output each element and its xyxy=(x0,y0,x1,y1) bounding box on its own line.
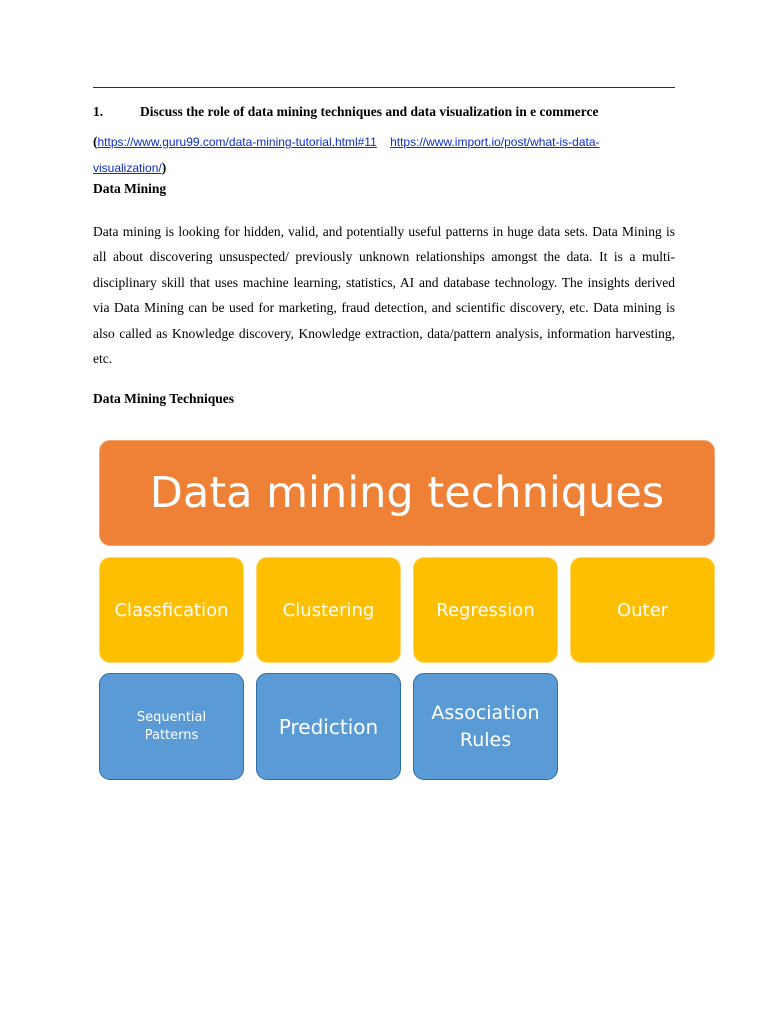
import-io-link-part1: https://www.import.io/post/what-is-data- xyxy=(390,135,600,149)
technique-box-outer xyxy=(570,557,715,663)
technique-label: Regression xyxy=(436,599,535,621)
question-text: Discuss the role of data mining techniques and data visualization in e commerce xyxy=(140,104,599,119)
import-io-link-part2: visualization/ xyxy=(93,161,162,175)
technique-label: Prediction xyxy=(278,714,379,739)
reference-links xyxy=(93,129,675,181)
top-divider xyxy=(93,87,675,88)
technique-box-classification xyxy=(99,557,244,663)
technique-box-prediction xyxy=(256,673,401,780)
technique-box-clustering xyxy=(256,557,401,663)
technique-label: Outer xyxy=(616,599,669,621)
technique-box-sequential-patterns xyxy=(99,673,244,780)
technique-label: Classfication xyxy=(114,599,229,621)
technique-label: Clustering xyxy=(282,599,375,621)
technique-box-regression xyxy=(413,557,558,663)
technique-label: Association Rules xyxy=(431,701,540,751)
open-paren: ( xyxy=(93,134,98,149)
close-paren: ) xyxy=(161,160,167,175)
heading-data-mining: Data Mining xyxy=(93,181,167,196)
question-number: 1. xyxy=(93,104,104,119)
technique-box-association-rules xyxy=(413,673,558,780)
question-heading xyxy=(93,104,693,120)
guru99-link[interactable]: https://www.guru99.com/data-mining-tutorial.html#11 xyxy=(97,135,377,149)
diagram-title: Data mining techniques xyxy=(149,468,665,518)
diagram-title-box xyxy=(99,440,715,546)
heading-data-mining-techniques: Data Mining Techniques xyxy=(93,391,235,406)
data-mining-paragraph: Data mining is looking for hidden, valid, and potentially useful patterns in huge data sets. Data Mining is all about discovering unsuspected/ previously unknown relationships amongst the data. It is a multi-disciplinary skill that uses machine learning, statistics, AI and database technology. The insights derived via Data Mining can be used for marketing, fraud detection, and scientific discovery, etc. Data mining is also called as Knowledge discovery, Knowledge extraction, data/pattern analysis, information harvesting, etc. xyxy=(93,224,675,367)
technique-label: Sequential Patterns xyxy=(136,709,207,743)
